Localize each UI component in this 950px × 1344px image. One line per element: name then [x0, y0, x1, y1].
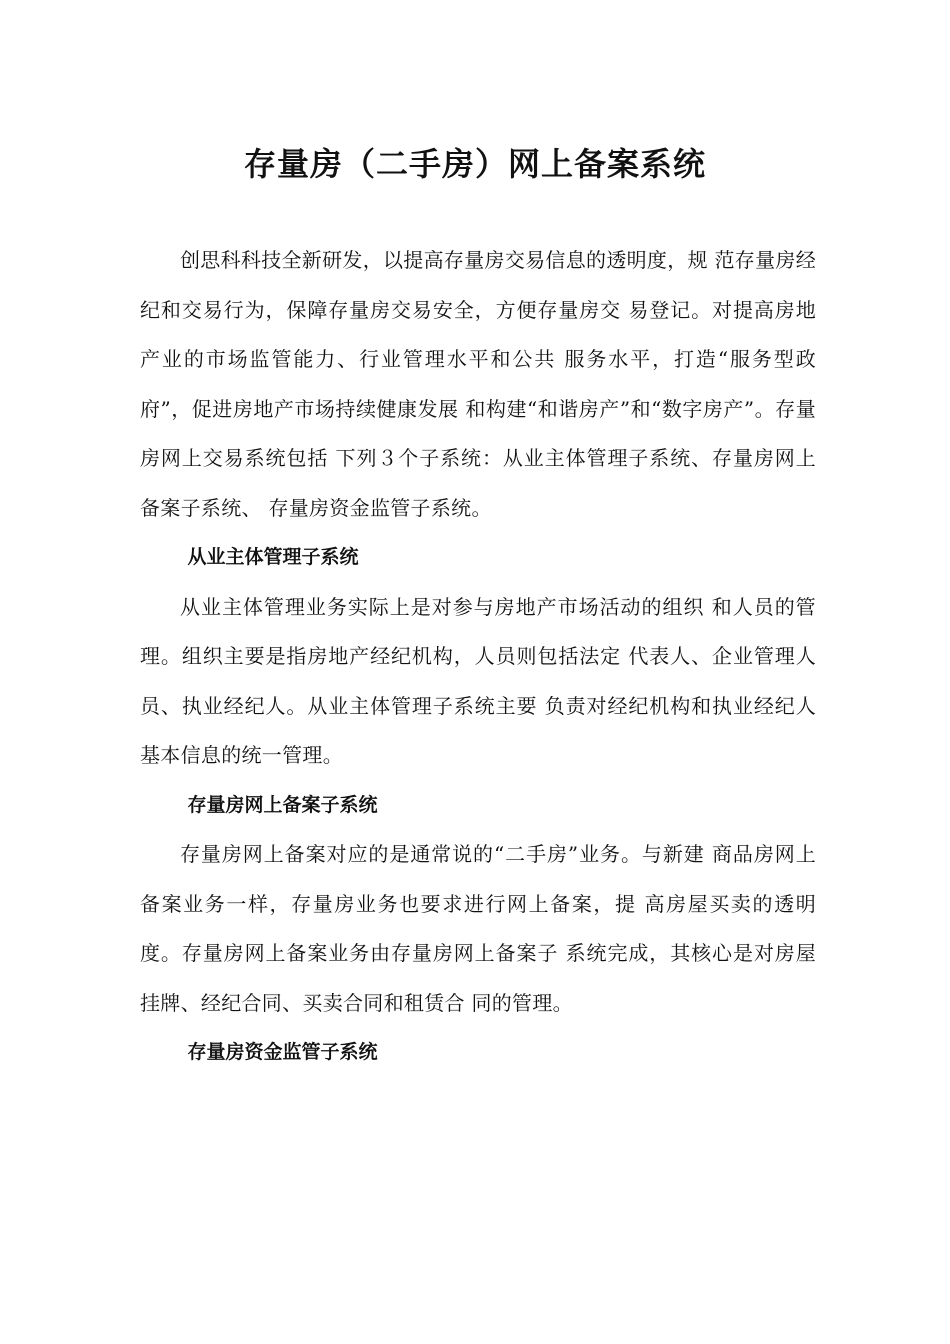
section-heading-subject-management: 从业主体管理子系统	[187, 546, 359, 568]
section-heading-online-filing: 存量房网上备案子系统	[187, 793, 378, 816]
section-heading-fund-supervision: 存量房资金监管子系统	[187, 1041, 378, 1063]
document-body	[140, 236, 816, 1078]
section-body-subject-management: 从业主体管理业务实际上是对参与房地产市场活动的组织 和人员的管理。组织主要是指房地产经纪机构，人员则包括法定 代表人、企业管理人员、执业经纪人。从业主体管理子系统主要 负责对经纪机构和执业经纪人基本信息的统一管理。	[140, 594, 816, 767]
intro-paragraph: 创思科科技全新研发，以提高存量房交易信息的透明度，规 范存量房经纪和交易行为，保障存量房交易安全，方便存量房交 易登记。对提高房地产业的市场监管能力、行业管理水平和公共 服务水平，打造“服务型政府”，促进房地产市场持续健康发展 和构建“和谐房产”和“数字房产”。存量房网上交易系统包括 下列３个子系统：从业主体管理子系统、存量房网上备案子系统、 存量房资金监管子系统。	[140, 248, 816, 520]
section-body-online-filing: 存量房网上备案对应的是通常说的“二手房”业务。与新建 商品房网上备案业务一样，存量房业务也要求进行网上备案，提 高房屋买卖的透明度。存量房网上备案业务由存量房网上备案子 系统完成，其核心是对房屋挂牌、经纪合同、买卖合同和租赁合 同的管理。	[140, 842, 816, 1015]
document-title: 存量房（二手房）网上备案系统	[243, 145, 706, 183]
